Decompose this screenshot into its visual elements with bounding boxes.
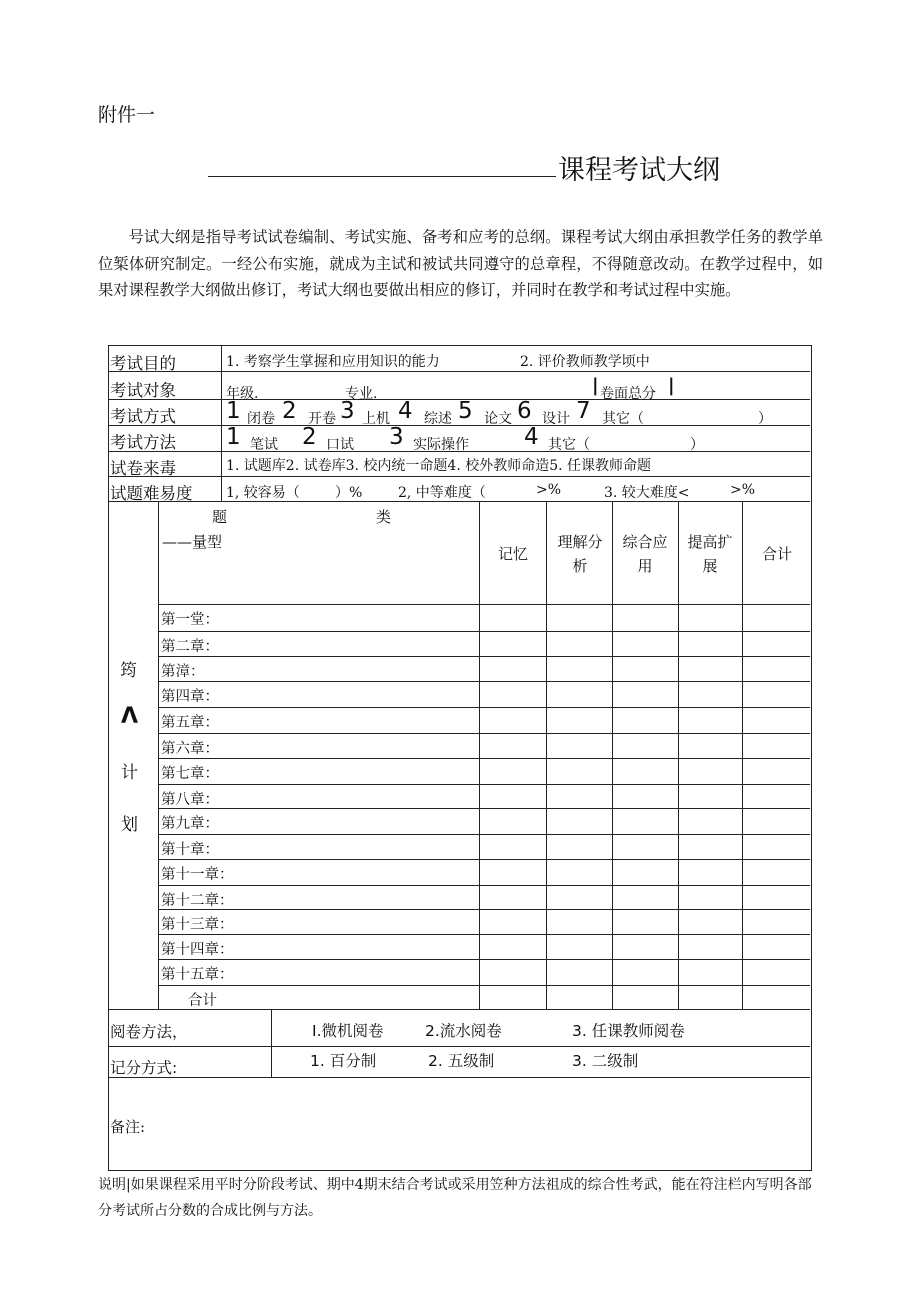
header-question: 题 — [212, 508, 228, 526]
purpose-option-2: 2. 评价教师教学顷中 — [520, 354, 650, 370]
chapter-total-label: 合计 — [188, 993, 217, 1009]
chapter-row-label: 第七章： — [161, 766, 219, 782]
label-exam-format: 考试方式 — [110, 407, 176, 426]
format-num-5: 5 — [458, 398, 473, 424]
chapter-row-label: 第十三章： — [161, 917, 234, 933]
chapter-row-label: 第六章： — [161, 741, 219, 757]
grade-field: 年级. — [226, 386, 259, 402]
difficulty-easy-pct: ）% — [335, 485, 363, 501]
format-num-1: 1 — [226, 398, 241, 424]
major-field: 专业. — [345, 386, 378, 402]
format-num-3: 3 — [340, 398, 355, 424]
col-extension: 提高扩展 — [687, 533, 733, 575]
format-num-2: 2 — [282, 398, 297, 424]
chapter-row-label: 第八章： — [161, 792, 219, 808]
difficulty-medium-pct: >% — [536, 482, 562, 498]
plan-side-char-1: 筠 — [120, 661, 137, 681]
method-num-4: 4 — [524, 424, 539, 450]
method-oral: 口试 — [326, 437, 354, 453]
header-category: 类 — [376, 508, 392, 526]
method-num-2: 2 — [302, 424, 317, 450]
paper-source-options: 1. 试题库2. 试卷库3. 校内统一命题4. 校外教师命造5. 任课教师命题 — [226, 458, 652, 474]
scoring-option-1: 1. 百分制 — [310, 1052, 377, 1070]
label-exam-method: 考试方法 — [110, 433, 176, 452]
chapter-row-label: 第十二章： — [161, 893, 234, 909]
header-type: ——量型 — [162, 533, 223, 551]
chapter-row-label: 第五章： — [161, 715, 219, 731]
method-other: 其它（ — [548, 437, 590, 453]
grading-option-3: 3. 任课教师阅卷 — [572, 1022, 685, 1040]
chapter-row-label: 第十五章： — [161, 967, 234, 983]
method-practical: 实际操作 — [413, 437, 469, 453]
score-bar-right: | — [668, 375, 675, 396]
footnote: 说明|如果课程采用平时分阶段考试、期中4期末结合考试或采用笠种方法祖成的综合性考武，能在符注栏内写明各部分考试所占分数的合成比例与方法。 — [98, 1177, 812, 1219]
chapter-row-label: 第十章： — [161, 842, 219, 858]
label-exam-target: 考试对象 — [110, 381, 176, 400]
col-memory: 记忆 — [497, 545, 528, 563]
format-thesis: 论文 — [484, 411, 512, 427]
chapter-row-label: 第四章： — [161, 689, 219, 705]
col-synthesis: 综合应用 — [622, 533, 668, 575]
plan-side-char-2: Λ — [121, 704, 139, 729]
format-computer: 上机 — [362, 411, 390, 427]
format-design: 设计 — [542, 411, 570, 427]
difficulty-hard-pct: >% — [730, 482, 756, 498]
score-bar-left: | — [592, 375, 599, 396]
format-num-4: 4 — [398, 398, 413, 424]
chapter-row-label: 第九章： — [161, 816, 219, 832]
chapter-row-label: 第二章： — [161, 639, 219, 655]
difficulty-hard: 3. 较大难度< — [604, 485, 690, 501]
chapter-row-label: 第十四章： — [161, 942, 234, 958]
label-grading-method: 阅卷方法， — [110, 1023, 188, 1041]
course-name-blank — [208, 176, 556, 177]
label-paper-source: 试卷来毒 — [110, 459, 176, 478]
purpose-option-1: 1. 考察学生掌握和应用知识的能力 — [226, 354, 440, 370]
chapter-row-label: 第十一章： — [161, 867, 234, 883]
col-total: 合计 — [761, 545, 792, 563]
difficulty-medium: 2, 中等难度（ — [398, 485, 486, 501]
format-other-close: ） — [758, 411, 772, 427]
plan-side-char-4: 划 — [121, 815, 138, 835]
format-open-book: 开卷 — [308, 411, 336, 427]
col-comprehension: 理解分析 — [557, 533, 603, 575]
grading-option-2: 2.流水阅卷 — [425, 1022, 502, 1040]
scoring-option-3: 3. 二级制 — [572, 1052, 639, 1070]
intro-text: 号试大纲是指导考试试卷编制、考试实施、备考和应考的总纲。课程考试大纲由承担教学任务的教学单位椠体研究制定。一经公布实施，就成为主试和被试共同遵守的总章程，不得随意改动。在教学过程中，如果对课程教学大纲做出修订，考试大纲也要做出相应的修订，并同时在教学和考试过程中实施。 — [98, 228, 823, 299]
method-num-3: 3 — [389, 424, 404, 450]
label-exam-purpose: 考试目的 — [110, 354, 176, 373]
method-num-1: 1 — [226, 424, 241, 450]
format-other: 其它（ — [602, 411, 644, 427]
label-scoring-method: 记分方式: — [110, 1059, 178, 1077]
chapter-row-label: 第漳： — [161, 664, 205, 680]
plan-side-char-3: 计 — [121, 763, 138, 783]
scoring-option-2: 2. 五级制 — [428, 1052, 495, 1070]
method-written: 笔试 — [250, 437, 278, 453]
total-score-field: 卷面总分 — [600, 386, 656, 402]
format-num-6: 6 — [517, 398, 532, 424]
format-review: 综述 — [424, 411, 452, 427]
label-difficulty: 试题难易度 — [110, 484, 193, 503]
intro-paragraph — [98, 224, 823, 304]
format-closed-book: 闭卷 — [247, 411, 275, 427]
document-title: 课程考试大纲 — [558, 155, 720, 186]
format-num-7: 7 — [576, 398, 591, 424]
label-remarks: 备注: — [110, 1118, 146, 1136]
chapter-row-label: 第一堂： — [161, 612, 219, 628]
method-other-close: ） — [690, 437, 704, 453]
annex-label: 附件一 — [98, 104, 156, 126]
difficulty-easy: 1, 较容易（ — [226, 485, 300, 501]
grading-option-1: I.微机阅卷 — [312, 1022, 384, 1040]
